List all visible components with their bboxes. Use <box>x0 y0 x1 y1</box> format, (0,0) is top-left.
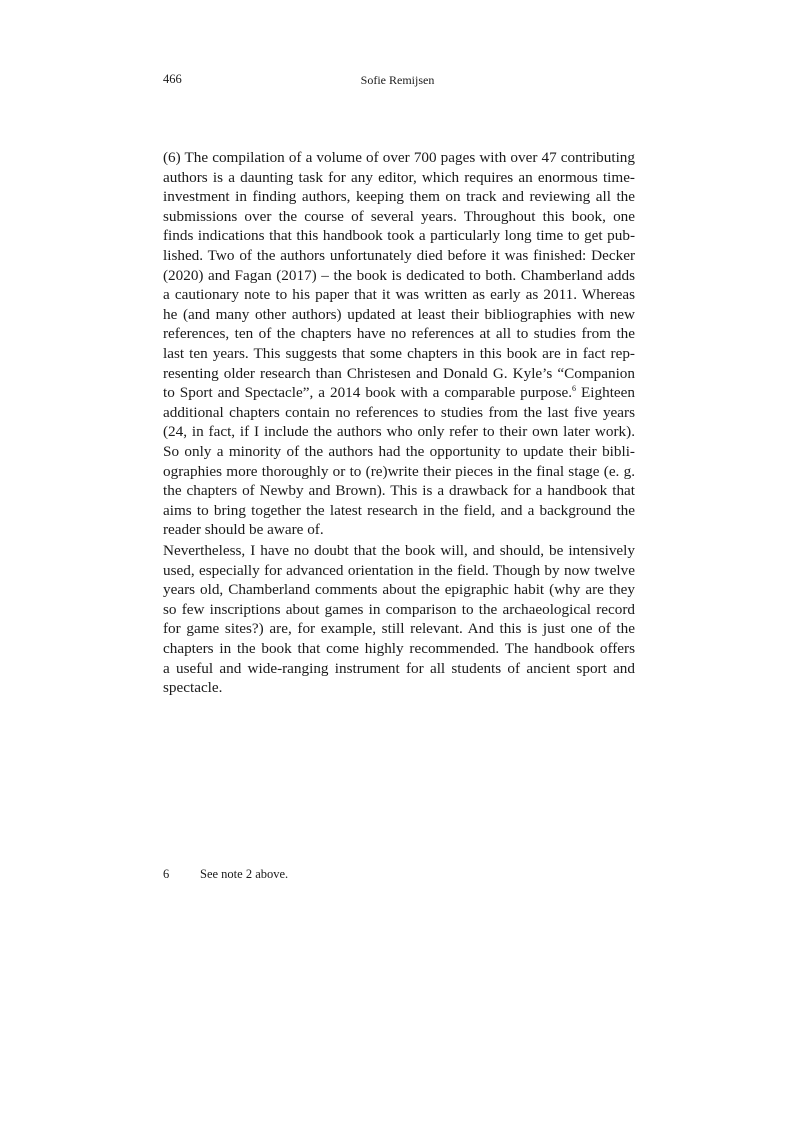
footnote-6 <box>163 867 288 882</box>
text-line: last ten years. This suggests that some chapters in this book are in fact rep- <box>163 344 635 362</box>
text-line: (6) The compilation of a volume of over 700 pages with over 47 contributing <box>163 149 635 166</box>
text-fragment: Eighteen <box>576 384 635 402</box>
paragraph-1 <box>163 148 635 540</box>
text-line: (2020) and Fagan (2017) – the book is dedicated to both. Chamberland adds <box>163 266 635 284</box>
footnote-text: See note 2 above. <box>200 867 289 881</box>
text-line: he (and many other authors) updated at least their bibliographies with new <box>163 305 635 323</box>
text-line: additional chapters contain no references to studies from the last five years <box>163 403 635 421</box>
text-line: used, especially for advanced orientation in the field. Though by now twelve <box>163 561 635 579</box>
text-line: for game sites?) are, for example, still relevant. And this is just one of the <box>163 620 635 638</box>
text-line: references, ten of the chapters have no references at all to studies from the <box>163 325 635 343</box>
text-line: so few inscriptions about games in comparison to the archaeological record <box>163 600 635 618</box>
footnote-reference[interactable]: 6 <box>572 384 577 394</box>
text-fragment: to Sport and Spectacle”, a 2014 book with a comparable purpose. <box>163 384 573 402</box>
running-head-author: Sofie Remijsen <box>360 73 435 87</box>
text-line: investment in finding authors, keeping them on track and reviewing all the <box>163 188 635 206</box>
text-line: Nevertheless, I have no doubt that the book will, and should, be intensively <box>163 542 635 559</box>
text-line: (24, in fact, if I include the authors who only refer to their own later work). <box>163 423 635 441</box>
footnote-number: 6 <box>163 867 170 881</box>
text-line: resenting older research than Christesen and Donald G. Kyle’s “Companion <box>163 364 635 382</box>
text-line: a cautionary note to his paper that it was written as early as 2011. Whereas <box>163 286 635 304</box>
text-line: spectacle. <box>163 679 223 697</box>
text-line: aims to bring together the latest research in the field, and a background the <box>163 501 635 519</box>
text-line: lished. Two of the authors unfortunately died before it was finished: Decker <box>163 246 635 264</box>
text-line: ographies more thoroughly or to (re)write their pieces in the final stage (e. g. <box>163 462 635 480</box>
text-line: So only a minority of the authors had the opportunity to update their bibli- <box>163 442 635 460</box>
text-line: chapters in the book that come highly recommended. The handbook offers <box>163 639 635 657</box>
text-line: submissions over the course of several years. Throughout this book, one <box>163 207 635 225</box>
text-line <box>163 383 635 403</box>
text-line: authors is a daunting task for any editor, which requires an enormous time- <box>163 168 635 186</box>
paragraph-2 <box>163 541 635 698</box>
text-line: a useful and wide-ranging instrument for all students of ancient sport and <box>163 659 635 677</box>
text-line: finds indications that this handbook took a particularly long time to get pub- <box>163 227 635 245</box>
text-line: the chapters of Newby and Brown). This is a drawback for a handbook that <box>163 482 635 500</box>
page-number: 466 <box>163 72 182 86</box>
text-line: years old, Chamberland comments about the epigraphic habit (why are they <box>163 581 635 599</box>
running-head <box>0 73 799 88</box>
text-line: reader should be aware of. <box>163 521 324 539</box>
